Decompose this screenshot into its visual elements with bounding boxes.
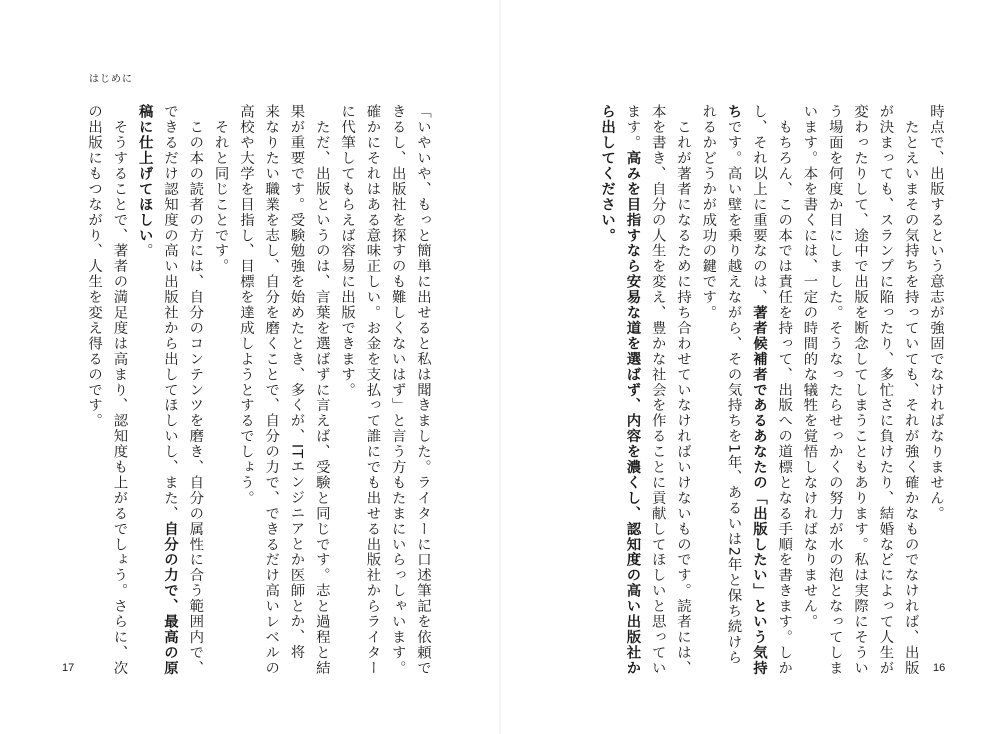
body-text: 高校や大学を目指し、目標を達成しようとするでしょう。 (237, 104, 254, 506)
body-text: 「いやいや、もっと簡単に出せると私は聞きました。ライターに口述筆記を依頼で (415, 104, 431, 676)
emphasis-text: 自分の力で、最高の原 (162, 521, 178, 676)
left-page-line (158, 104, 182, 676)
right-page-line (924, 104, 948, 664)
body-text: います。本を書くには、一定の時間的な犠牲を覚悟しなければなりません。 (801, 104, 818, 630)
body-text: これが著者になるために持ち合わせていなければいけないものです。読者には、 (675, 104, 691, 676)
right-page-line (722, 104, 746, 664)
emphasis-text: ら出してください。 (599, 104, 616, 244)
body-text: 本を書き、自分の人生を変え、豊かな社会を作ることに貢献してほしいと思ってい (649, 104, 666, 676)
body-text: もちろん、この本では責任を持って、出版への道標となる手順を書きます。しか (776, 104, 793, 676)
right-page-line (899, 104, 923, 676)
body-text: この本の読者の方には、自分のコンテンツを磨き、自分の属性に合う範囲内で、 (187, 104, 204, 676)
body-text: し、それ以上に重要なのは、 (750, 104, 767, 305)
body-text: たとえいまその気持ちを持っていても、それが強く確かなものでなければ、出版 (902, 104, 919, 676)
body-text: そうすることで、著者の満足度は高まり、認知度も上がるでしょう。さらに、次 (111, 104, 128, 676)
emphasis-text: 稿に仕上げてほしい (136, 104, 153, 244)
body-text: 果が重要です。受験勉強を始めたとき、多くが、ITエンジニアとか医師とか、将 (288, 104, 305, 660)
body-text: きるし、出版社を探すのも難しくないはず」と言う方もたまにいらっしゃいます。 (389, 104, 406, 676)
page-number-right: 16 (933, 662, 946, 674)
emphasis-text: ち (725, 104, 742, 120)
body-text: できるだけ認知度の高い出版社から出してほしいし、また、 (162, 104, 178, 522)
emphasis-text: 著者候補者であるあなたの「出版したい」という気持 (750, 304, 767, 676)
left-page-line (386, 104, 410, 676)
left-page-line (411, 104, 435, 676)
right-page-line (646, 104, 670, 676)
running-head: はじめに (89, 74, 133, 85)
right-page-line (873, 104, 897, 676)
right-page-line (747, 104, 771, 676)
body-text: 。 (136, 243, 153, 259)
body-text: ただ、出版というのは、言葉を選ばずに言えば、受験と同じです。志と過程と結 (313, 104, 330, 676)
body-text: う場面を何度か目にしました。そうなったらせっかくの努力が水の泡となってしま (826, 104, 843, 676)
right-page-line (798, 104, 822, 664)
body-text: 変わったりして、途中で出版を断念してしまうこともあります。私は実際にそうい (852, 104, 869, 676)
left-page-line (360, 104, 384, 676)
left-page-line (209, 104, 233, 664)
right-page-line (848, 104, 872, 676)
right-page-line (671, 104, 695, 676)
body-text: ます。 (624, 104, 641, 151)
left-page-line (234, 104, 258, 664)
right-page-line (772, 104, 796, 676)
left-page-line (335, 104, 359, 664)
body-text: に代筆してもらえば容易に出版できます。 (339, 104, 356, 398)
body-text: それと同じことです。 (212, 104, 229, 274)
left-page-line (259, 104, 283, 676)
body-text: が決まっても、スランプに陥ったり、多忙さに負けたり、結婚などによって人生が (877, 104, 894, 676)
left-page-line (133, 104, 157, 664)
left-page-line (107, 104, 131, 676)
body-text: の出版にもつながり、人生を変え得るのです。 (86, 104, 103, 429)
right-page-line (620, 104, 644, 676)
right-page-line (595, 104, 619, 664)
right-page-line (823, 104, 847, 676)
page-number-left: 17 (62, 662, 75, 674)
body-text: 確かにそれはある意味正しい。お金を支払って誰にでも出せる出版社からライター (364, 104, 381, 676)
left-page-line (82, 104, 106, 664)
left-page-line (285, 104, 309, 664)
right-page-line (696, 104, 720, 664)
body-text: です。高い壁を乗り越えながら、その気持ちを1年、あるいは2年と保ち続けら (725, 119, 742, 666)
body-text: 来なりたい職業を志し、自分を磨くことで、自分の力で、できるだけ高いレベルの (263, 104, 280, 676)
emphasis-text: 高みを目指すなら安易な道を選ばず、内容を濃くし、認知度の高い出版社か (624, 150, 641, 676)
book-gutter (499, 0, 501, 734)
left-page-line (310, 104, 334, 676)
body-text: 時点で、出版するという意志が強固でなければなりません。 (928, 104, 944, 522)
body-text: れるかどうかが成功の鍵です。 (700, 104, 717, 321)
left-page-line (183, 104, 207, 676)
